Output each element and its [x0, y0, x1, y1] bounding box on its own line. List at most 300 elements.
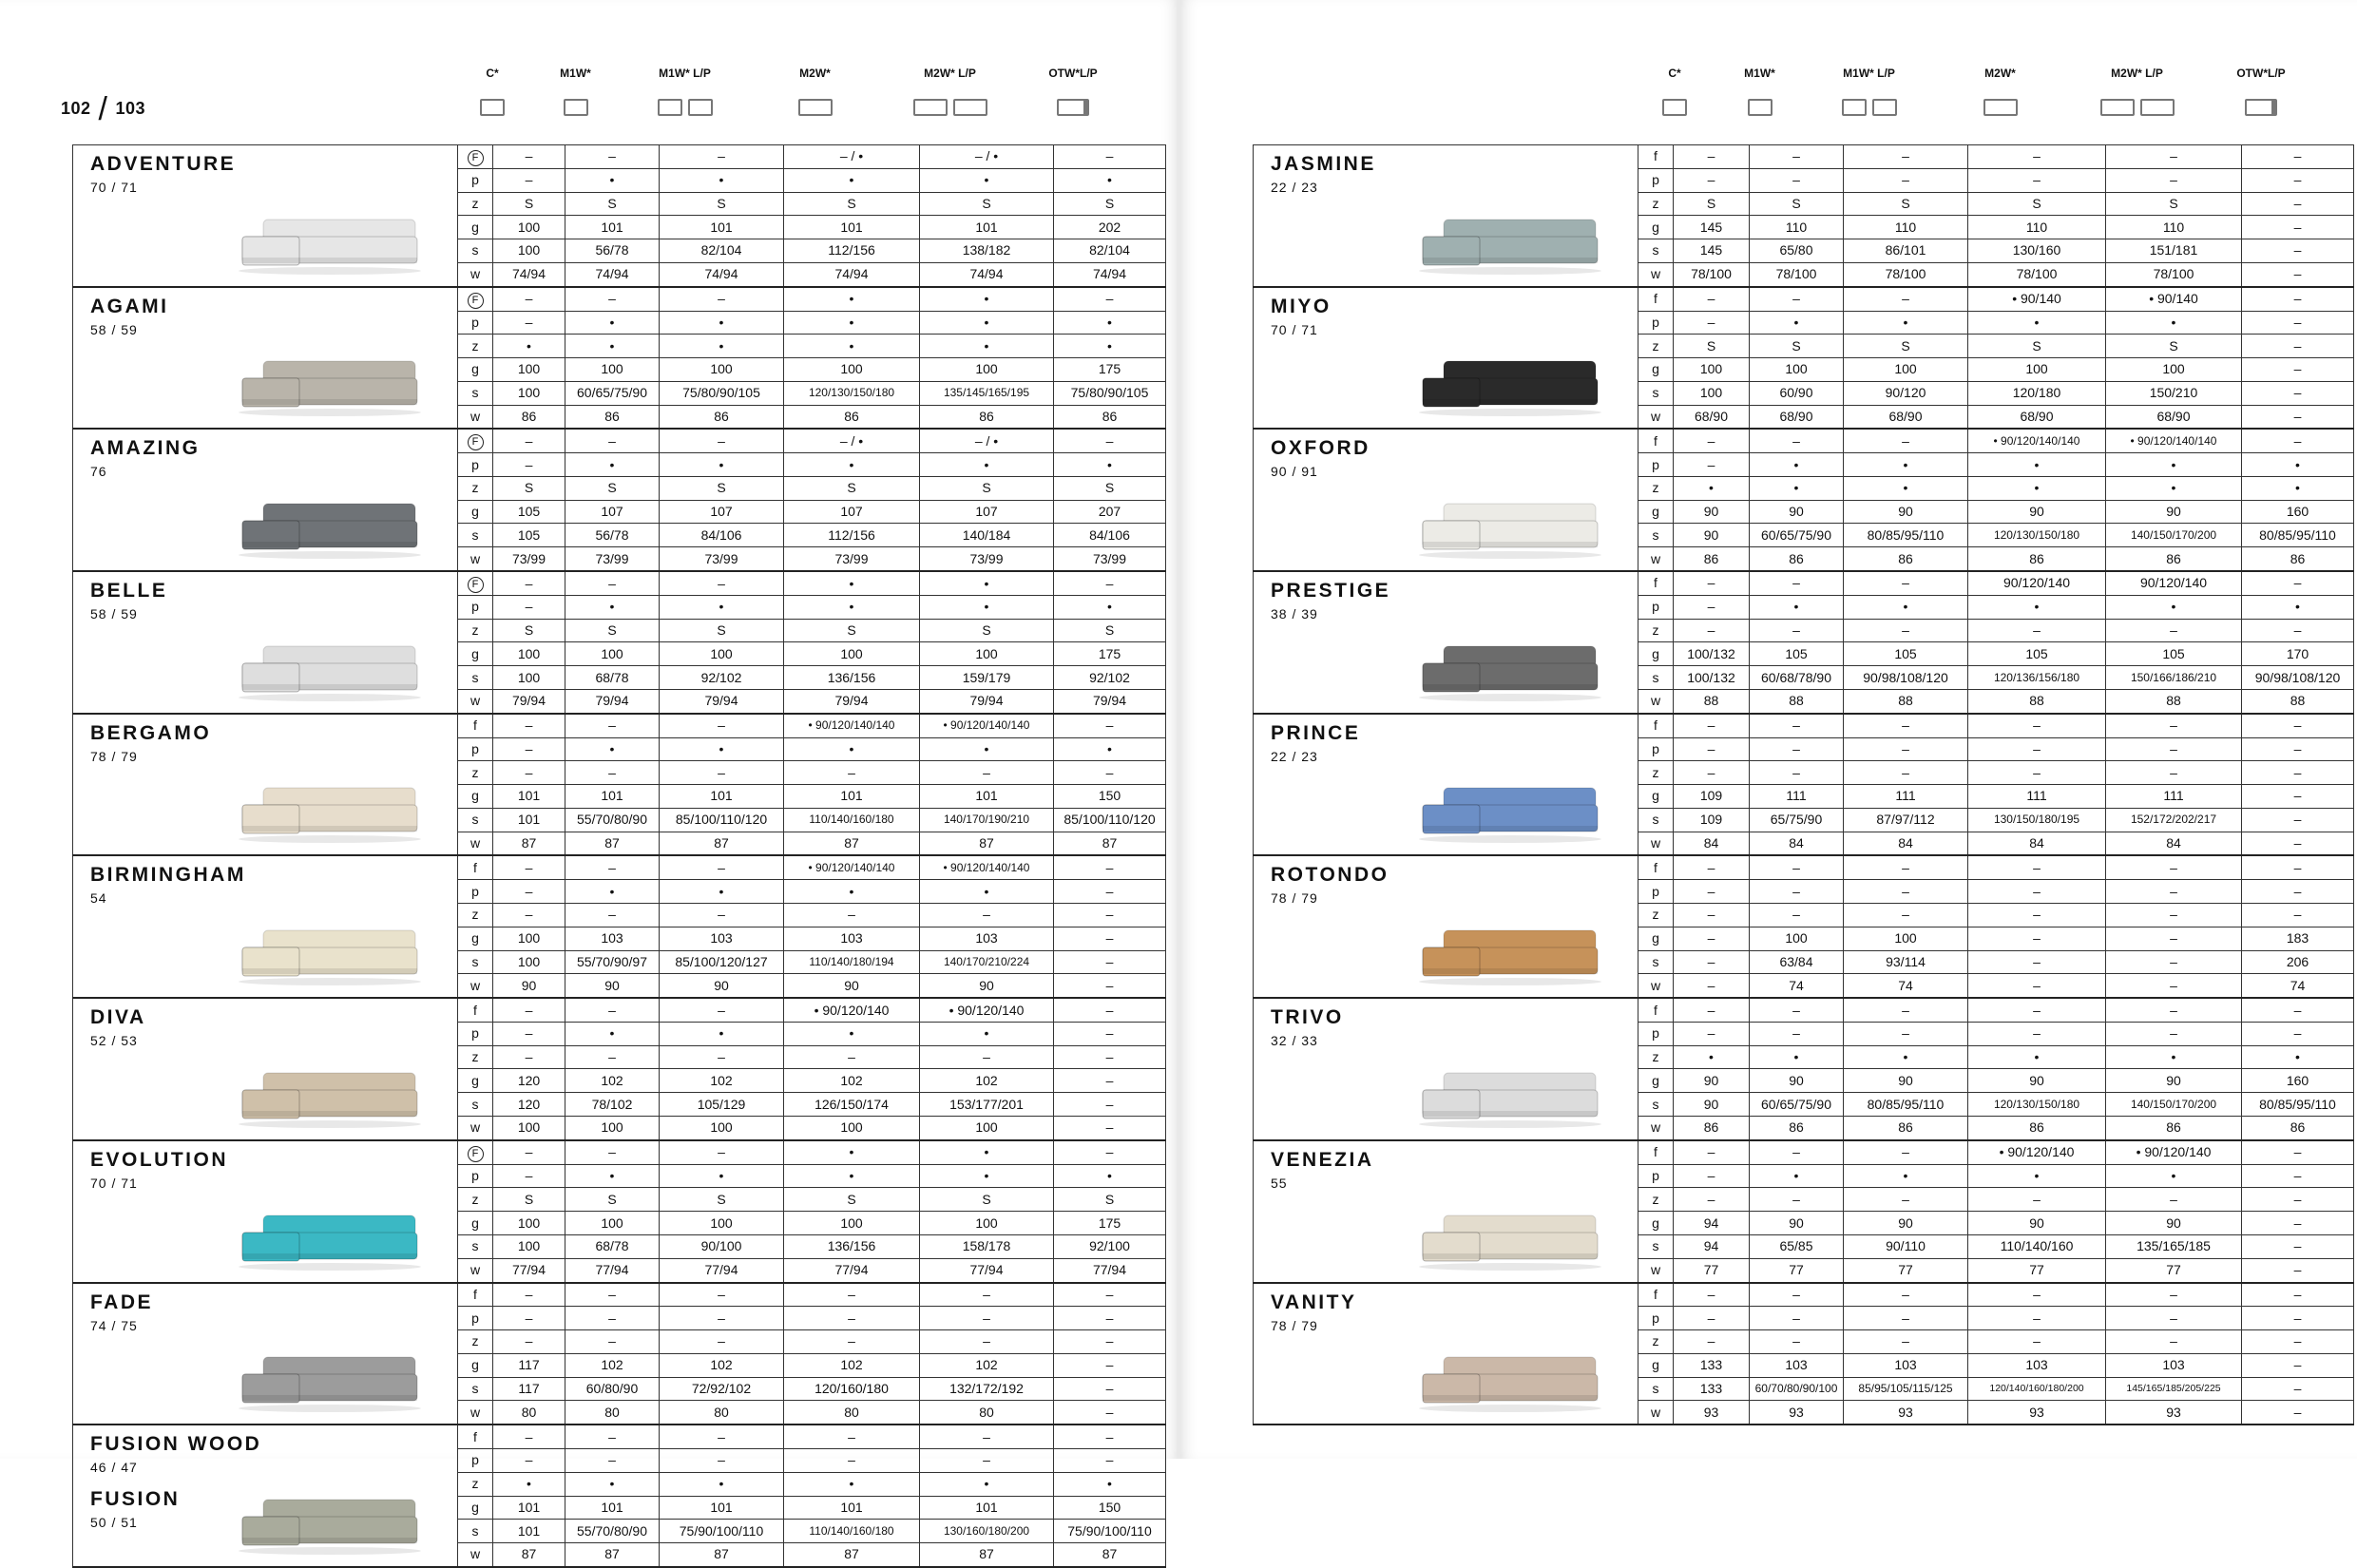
spec-cell: – — [493, 145, 565, 169]
spec-cell: – — [660, 429, 784, 452]
spec-cell: 150/166/186/210 — [2106, 666, 2242, 690]
spec-cell: – — [1054, 998, 1166, 1022]
sofa-photo — [1415, 492, 1605, 559]
spec-cell: 102 — [565, 1069, 660, 1093]
spec-cell: – — [920, 904, 1054, 927]
row-label: g — [458, 1212, 493, 1235]
spec-cell: 120 — [493, 1093, 565, 1117]
row-label: p — [1638, 1164, 1674, 1188]
spec-cell: 82/104 — [660, 239, 784, 263]
spec-cell: – — [1054, 927, 1166, 950]
spec-cell: 86 — [1968, 1116, 2106, 1139]
spec-cell: • — [1750, 595, 1844, 619]
spec-cell: 111 — [1968, 785, 2106, 809]
spec-cell: – — [565, 145, 660, 169]
spec-cell: – — [1844, 571, 1968, 595]
spec-cell: – — [1968, 1283, 2106, 1307]
spec-cell: 100 — [1674, 358, 1750, 382]
product-name: OXFORD — [1271, 437, 1370, 460]
spec-cell: • — [2106, 1045, 2242, 1069]
spec-cell: – — [784, 1307, 920, 1330]
sofa-outline-icon — [1662, 99, 1687, 116]
spec-cell: – — [660, 1330, 784, 1354]
spec-cell: 74/94 — [660, 262, 784, 286]
sofa-outline-icon — [2245, 99, 2277, 116]
spec-cell: • — [493, 1472, 565, 1496]
spec-cell: 74 — [1750, 974, 1844, 998]
spec-cell: • 90/120/140/140 — [1968, 429, 2106, 452]
row-label: z — [1638, 1330, 1674, 1354]
product-cell — [73, 429, 458, 571]
sofa-photo — [1415, 1204, 1605, 1271]
row-label: w — [458, 1116, 493, 1139]
row-label: z — [1638, 619, 1674, 642]
spec-cell: – — [784, 904, 920, 927]
spec-cell: – — [1054, 1330, 1166, 1354]
product-cell — [1254, 1140, 1638, 1283]
row-label: f — [1638, 145, 1674, 169]
row-label: s — [458, 381, 493, 405]
spec-cell: 100 — [1750, 927, 1844, 950]
spec-cell: • — [784, 596, 920, 620]
spec-cell: • — [1750, 311, 1844, 335]
spec-cell: – — [784, 1449, 920, 1473]
spec-cell: – — [1674, 737, 1750, 761]
spec-cell: – — [1750, 571, 1844, 595]
row-label — [458, 1140, 493, 1164]
row-label: p — [1638, 311, 1674, 335]
spec-cell: 100 — [493, 216, 565, 239]
spec-cell: – — [2242, 785, 2354, 809]
row-label: f — [1638, 1283, 1674, 1307]
product-pages: 38 / 39 — [1271, 606, 1318, 622]
spec-cell: 74/94 — [784, 262, 920, 286]
spec-cell: 140/170/210/224 — [920, 950, 1054, 974]
spec-cell: 80 — [660, 1401, 784, 1425]
sofa-photo — [235, 1346, 425, 1412]
spec-cell: 93 — [1968, 1401, 2106, 1425]
row-label: f — [1638, 998, 1674, 1022]
spec-cell: – — [1844, 904, 1968, 927]
row-label-circled: F — [468, 150, 484, 166]
spec-cell: – — [2106, 1188, 2242, 1212]
page-number — [61, 86, 146, 127]
spec-cell: 102 — [920, 1069, 1054, 1093]
spec-cell: – — [1674, 453, 1750, 477]
sofa-photo — [1415, 776, 1605, 843]
spec-cell: – — [565, 1140, 660, 1164]
spec-cell: 126/150/174 — [784, 1093, 920, 1117]
spec-cell: 100 — [565, 1212, 660, 1235]
spec-cell: 160 — [2242, 1069, 2354, 1093]
row-label: p — [1638, 595, 1674, 619]
spec-cell: 101 — [660, 785, 784, 809]
spec-cell: – — [784, 1283, 920, 1307]
row-label: w — [458, 1401, 493, 1425]
spec-cell: – — [2106, 904, 2242, 927]
spec-cell: 92/100 — [1054, 1234, 1166, 1258]
spec-cell: 86 — [2242, 547, 2354, 571]
product-cell — [1254, 429, 1638, 571]
spec-cell: S — [1750, 192, 1844, 216]
spec-cell: 90 — [1844, 500, 1968, 524]
spec-cell: – — [660, 287, 784, 311]
spec-cell: 152/172/202/217 — [2106, 808, 2242, 832]
row-label: f — [458, 714, 493, 737]
row-label: f — [1638, 287, 1674, 311]
product-cell — [1254, 287, 1638, 430]
spec-cell: – — [1750, 737, 1844, 761]
sofa-photo — [1415, 1061, 1605, 1128]
spec-cell: – — [920, 761, 1054, 785]
column-header-label: OTW*L/P — [1048, 67, 1098, 80]
spec-cell: 105 — [493, 524, 565, 547]
spec-cell: – — [2106, 168, 2242, 192]
spec-cell: 159/179 — [920, 666, 1054, 690]
spec-cell: • 90/120/140/140 — [784, 855, 920, 879]
spec-cell: • — [2106, 453, 2242, 477]
product-cell — [73, 855, 458, 998]
spec-cell: – — [1844, 1188, 1968, 1212]
spec-cell: – — [784, 1330, 920, 1354]
row-label: s — [1638, 239, 1674, 263]
spec-cell: 107 — [565, 500, 660, 524]
product-name: DIVA — [90, 1006, 146, 1029]
spec-cell: – — [565, 714, 660, 737]
spec-cell: • — [920, 880, 1054, 904]
sofa-photo — [235, 208, 425, 275]
row-label: s — [458, 1520, 493, 1543]
sofa-outline-icon — [1872, 99, 1897, 116]
spec-cell: 78/102 — [565, 1093, 660, 1117]
spec-cell: – — [493, 571, 565, 595]
spec-cell: 79/94 — [493, 689, 565, 713]
spec-cell: – — [565, 855, 660, 879]
spec-cell: – — [660, 855, 784, 879]
spec-cell: 90 — [1968, 1069, 2106, 1093]
table-row — [1254, 714, 2354, 737]
spec-cell: – — [1674, 950, 1750, 974]
spec-cell: 135/165/185 — [2106, 1234, 2242, 1258]
spec-cell: 101 — [784, 785, 920, 809]
sofa-outline-icon — [564, 99, 588, 116]
spec-cell: S — [493, 619, 565, 642]
spec-cell: – — [920, 1045, 1054, 1069]
spec-cell: – — [2106, 998, 2242, 1022]
sofa-type-icon — [1713, 99, 1807, 122]
spec-cell: – — [1674, 1022, 1750, 1045]
spec-cell: 120/130/150/180 — [784, 381, 920, 405]
spec-cell: 68/78 — [565, 1234, 660, 1258]
spec-cell: 68/90 — [1674, 405, 1750, 429]
spec-cell: – — [2242, 808, 2354, 832]
product-name: VENEZIA — [1271, 1148, 1374, 1171]
spec-cell: 90/100 — [660, 1234, 784, 1258]
spec-cell: – — [1750, 1283, 1844, 1307]
row-label: w — [458, 1258, 493, 1282]
spec-cell: 100 — [1968, 358, 2106, 382]
spec-cell: 133 — [1674, 1353, 1750, 1377]
spec-cell: • — [1054, 596, 1166, 620]
spec-cell: 80/85/95/110 — [1844, 1093, 1968, 1117]
spec-cell: 140/170/190/210 — [920, 808, 1054, 832]
column-header-label: M2W* — [799, 67, 831, 80]
spec-cell: 86 — [2242, 1116, 2354, 1139]
spec-cell: 158/178 — [920, 1234, 1054, 1258]
spec-cell: 175 — [1054, 1212, 1166, 1235]
row-label: s — [1638, 808, 1674, 832]
spec-cell: 100 — [920, 358, 1054, 382]
spec-cell: 175 — [1054, 642, 1166, 666]
row-label: z — [458, 1330, 493, 1354]
spec-cell: 135/145/165/195 — [920, 381, 1054, 405]
spec-cell: – — [565, 287, 660, 311]
spec-cell: – — [2242, 904, 2354, 927]
spec-cell: – — [2242, 1188, 2354, 1212]
spec-cell: 86 — [784, 405, 920, 429]
spec-cell: 90/120/140 — [1968, 571, 2106, 595]
spec-cell: – — [1968, 855, 2106, 879]
row-label: g — [458, 785, 493, 809]
row-label: w — [458, 262, 493, 286]
spec-cell: 90 — [660, 974, 784, 998]
spec-cell: 77 — [2106, 1258, 2242, 1282]
column-header-label: M1W* L/P — [1843, 67, 1895, 80]
row-label: z — [1638, 761, 1674, 785]
spec-cell: 82/104 — [1054, 239, 1166, 263]
spec-cell: 90 — [1674, 1093, 1750, 1117]
spec-cell: 84 — [1674, 832, 1750, 855]
spec-cell: – — [2106, 1022, 2242, 1045]
spec-cell: 79/94 — [660, 689, 784, 713]
spec-cell: – — [2242, 855, 2354, 879]
spec-cell: 77 — [1674, 1258, 1750, 1282]
spec-cell: – — [1844, 1140, 1968, 1164]
spec-cell: – — [1674, 974, 1750, 998]
spec-cell: 100 — [784, 358, 920, 382]
spec-cell: – — [1750, 429, 1844, 452]
spec-cell: – — [1674, 998, 1750, 1022]
sofa-photo — [1415, 1346, 1605, 1412]
spec-cell: S — [565, 619, 660, 642]
spec-cell: – — [2106, 880, 2242, 904]
spec-cell: 100 — [493, 1212, 565, 1235]
spec-cell: – — [660, 904, 784, 927]
spec-cell: – — [2242, 405, 2354, 429]
spec-cell: • — [565, 1472, 660, 1496]
spec-cell: • — [565, 335, 660, 358]
spec-cell: • — [2106, 476, 2242, 500]
spec-cell: 102 — [660, 1353, 784, 1377]
product-pages: 76 — [90, 464, 107, 480]
spec-cell: 120/160/180 — [784, 1377, 920, 1401]
column-header-label: M2W* L/P — [924, 67, 976, 80]
column-header-label: M1W* — [560, 67, 591, 80]
row-label-circled: F — [468, 1146, 484, 1162]
spec-cell: – — [565, 904, 660, 927]
row-label: s — [1638, 1377, 1674, 1401]
spec-cell: S — [920, 192, 1054, 216]
spec-cell: 79/94 — [565, 689, 660, 713]
row-label: w — [1638, 1116, 1674, 1139]
row-label: g — [1638, 1069, 1674, 1093]
spec-cell: 110/140/160/180 — [784, 1520, 920, 1543]
spec-cell: – — [565, 1330, 660, 1354]
spec-cell: – — [2106, 619, 2242, 642]
row-label: w — [458, 405, 493, 429]
spec-cell: 92/102 — [660, 666, 784, 690]
spec-cell: 90 — [784, 974, 920, 998]
spec-cell: – — [493, 1425, 565, 1448]
spec-cell: 65/80 — [1750, 239, 1844, 263]
spec-cell: 136/156 — [784, 666, 920, 690]
sofa-photo — [235, 1204, 425, 1271]
spec-cell: – — [1844, 714, 1968, 737]
spec-cell: – — [1968, 145, 2106, 169]
row-label: w — [1638, 1401, 1674, 1425]
row-label: g — [458, 1069, 493, 1093]
spec-cell: • — [1968, 1164, 2106, 1188]
spec-cell: 105 — [1968, 642, 2106, 666]
row-label: w — [1638, 832, 1674, 855]
spec-cell: – — [493, 1449, 565, 1473]
spec-cell: 100 — [920, 1116, 1054, 1139]
spec-cell: – — [2106, 1307, 2242, 1330]
spec-cell: • — [1054, 1164, 1166, 1188]
spec-cell: • — [1844, 595, 1968, 619]
spec-cell: – — [1750, 855, 1844, 879]
spec-cell: 160 — [2242, 500, 2354, 524]
spec-cell: – / • — [920, 145, 1054, 169]
spec-cell: – — [1054, 287, 1166, 311]
spec-cell: • — [565, 453, 660, 477]
product-pages: 78 / 79 — [1271, 1317, 1318, 1333]
row-label — [458, 429, 493, 452]
spec-cell: – — [493, 311, 565, 335]
spec-cell: S — [1674, 335, 1750, 358]
product-cell — [1254, 714, 1638, 856]
spec-cell: – — [493, 429, 565, 452]
row-label: g — [1638, 785, 1674, 809]
spec-cell: 100 — [493, 927, 565, 950]
product-cell — [73, 1140, 458, 1283]
spec-cell: 77/94 — [1054, 1258, 1166, 1282]
page-number-right: 103 — [115, 99, 146, 118]
spec-cell: 60/90 — [1750, 381, 1844, 405]
product-name-secondary: FUSION — [90, 1488, 181, 1511]
spec-cell: • — [920, 453, 1054, 477]
spec-cell: 175 — [1054, 358, 1166, 382]
spec-cell: 107 — [660, 500, 784, 524]
spec-cell: • — [565, 596, 660, 620]
product-cell — [73, 571, 458, 714]
spec-cell: 68/90 — [2106, 405, 2242, 429]
spec-cell: 60/68/78/90 — [1750, 666, 1844, 690]
spec-cell: – — [2106, 737, 2242, 761]
product-cell — [73, 1283, 458, 1425]
spec-cell: 75/80/90/105 — [660, 381, 784, 405]
spec-cell: 93 — [2106, 1401, 2242, 1425]
row-label: z — [458, 761, 493, 785]
spec-cell: 86 — [1844, 547, 1968, 571]
spec-cell: 85/100/110/120 — [1054, 808, 1166, 832]
spec-cell: – — [1750, 904, 1844, 927]
sofa-photo — [1415, 635, 1605, 701]
spec-cell: 87 — [784, 832, 920, 855]
spec-cell: – — [2242, 192, 2354, 216]
spec-cell: – — [2242, 1212, 2354, 1235]
spec-cell: 87 — [565, 832, 660, 855]
sofa-type-icon — [1017, 99, 1129, 122]
product-pages: 54 — [90, 890, 107, 907]
spec-cell: 75/90/100/110 — [1054, 1520, 1166, 1543]
spec-cell: 105/129 — [660, 1093, 784, 1117]
spec-cell: – — [1674, 145, 1750, 169]
row-label — [458, 287, 493, 311]
product-pages: 55 — [1271, 1175, 1288, 1191]
spec-cell: S — [920, 1188, 1054, 1212]
spec-cell: – — [2242, 216, 2354, 239]
spec-cell: – — [2106, 761, 2242, 785]
sofa-outline-icon — [1057, 99, 1089, 116]
spec-cell: – — [920, 1307, 1054, 1330]
spec-cell: – — [920, 1425, 1054, 1448]
spec-cell: 202 — [1054, 216, 1166, 239]
spec-cell: – — [1674, 1307, 1750, 1330]
spec-cell: 78/100 — [1674, 262, 1750, 286]
table-row — [73, 855, 1166, 879]
spec-cell: • — [1750, 453, 1844, 477]
spec-cell: • — [1844, 476, 1968, 500]
spec-cell: 120/180 — [1968, 381, 2106, 405]
spec-cell: S — [784, 1188, 920, 1212]
row-label: g — [458, 358, 493, 382]
spec-cell: 80/85/95/110 — [1844, 524, 1968, 547]
product-name: PRINCE — [1271, 721, 1361, 744]
spec-cell: – — [2106, 145, 2242, 169]
product-cell — [73, 998, 458, 1140]
spec-cell: S — [784, 477, 920, 501]
spec-cell: 74/94 — [920, 262, 1054, 286]
spec-cell: • — [2242, 476, 2354, 500]
row-label: z — [1638, 1045, 1674, 1069]
spec-cell: S — [1054, 477, 1166, 501]
spec-cell: S — [493, 1188, 565, 1212]
row-label: w — [1638, 405, 1674, 429]
spec-cell: 74/94 — [1054, 262, 1166, 286]
spec-cell: – — [1054, 1116, 1166, 1139]
row-label: p — [1638, 453, 1674, 477]
spec-cell: • 90/120/140 — [1968, 1140, 2106, 1164]
spec-cell: – — [2242, 1234, 2354, 1258]
row-label: w — [1638, 1258, 1674, 1282]
spec-cell: – — [1674, 595, 1750, 619]
row-label — [458, 571, 493, 595]
product-pages: 78 / 79 — [90, 748, 138, 764]
row-label: z — [458, 1045, 493, 1069]
spec-cell: – — [493, 855, 565, 879]
spec-cell: • 90/120/140 — [2106, 1140, 2242, 1164]
spec-cell: 120 — [493, 1069, 565, 1093]
spec-cell: 60/80/90 — [565, 1377, 660, 1401]
spec-cell: – — [1674, 904, 1750, 927]
spec-cell: 90/120/140 — [2106, 571, 2242, 595]
spec-cell: 103 — [2106, 1353, 2242, 1377]
spec-cell: • — [660, 737, 784, 761]
spec-cell: – — [1844, 145, 1968, 169]
spec-cell: 90 — [1844, 1069, 1968, 1093]
spec-cell: – — [1674, 429, 1750, 452]
